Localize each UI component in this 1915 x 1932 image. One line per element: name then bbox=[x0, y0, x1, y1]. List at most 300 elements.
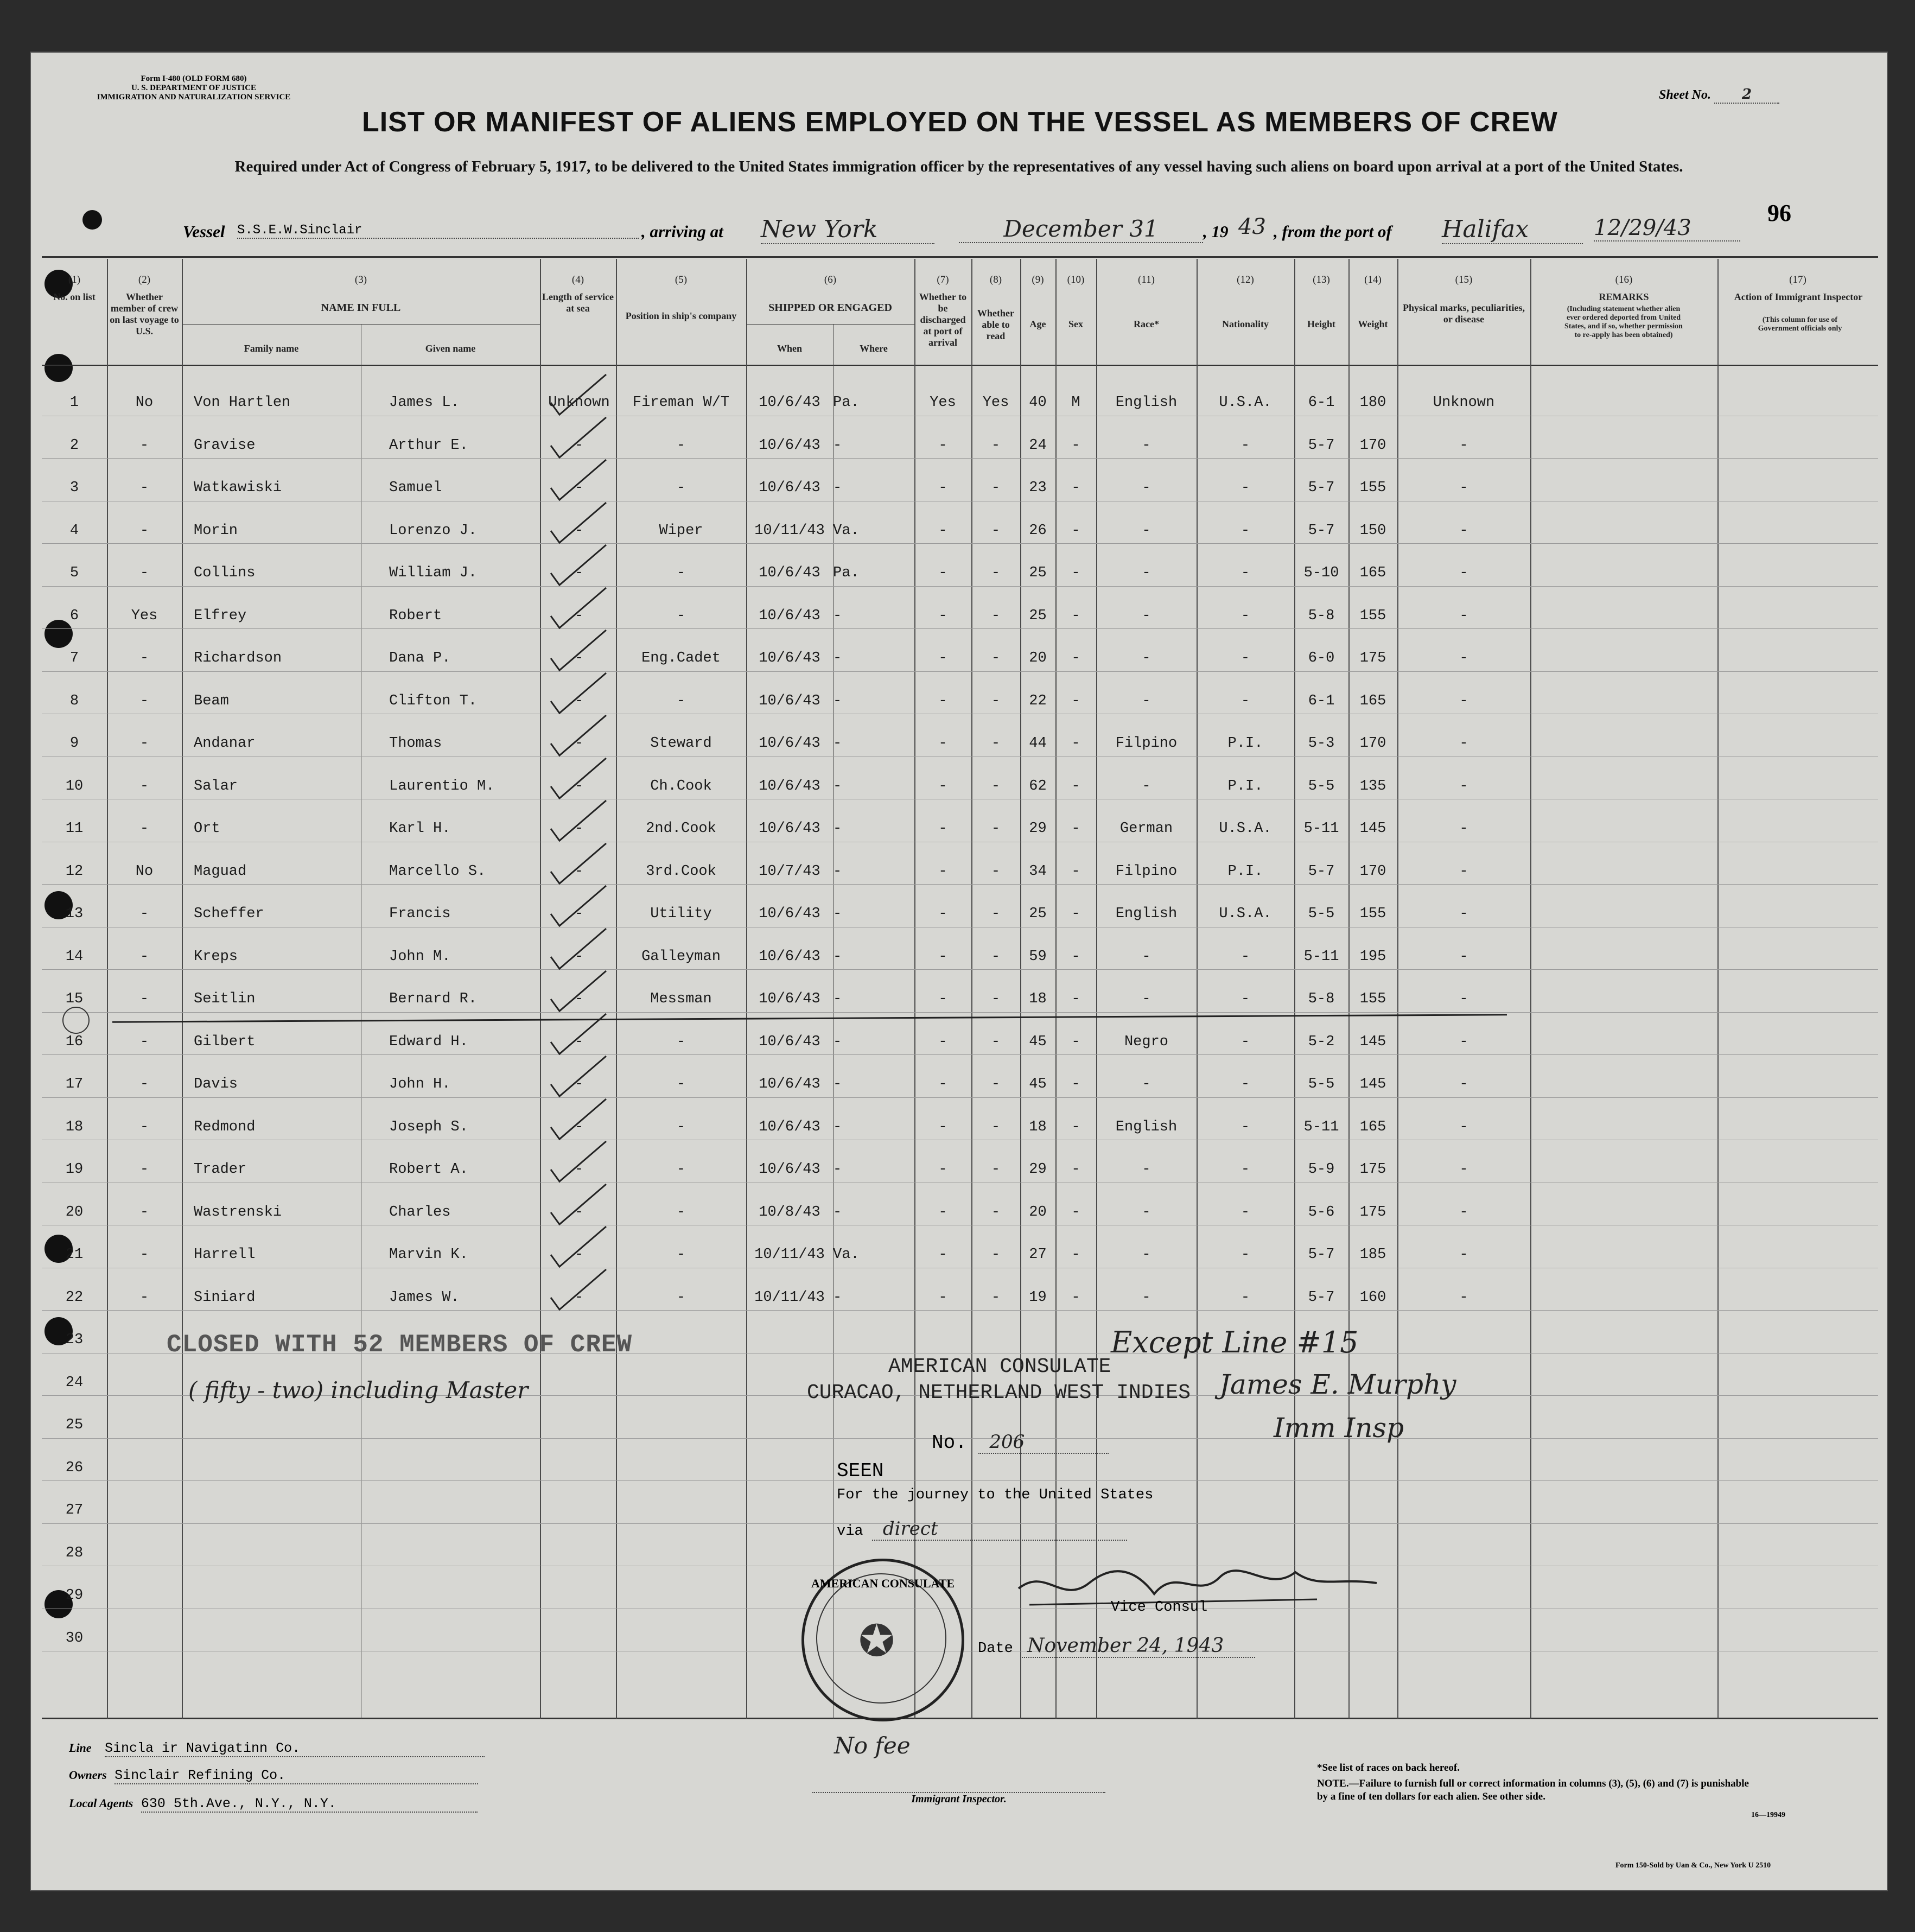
cell-sex: - bbox=[1071, 735, 1080, 752]
cell-nat: - bbox=[1240, 1033, 1250, 1050]
cell-family: Gilbert bbox=[194, 1033, 256, 1050]
cell-read: - bbox=[991, 1204, 1001, 1221]
cell-marks: - bbox=[1459, 735, 1468, 752]
action-note: (This column for use of Government officials only bbox=[1758, 316, 1842, 333]
cell-sex: - bbox=[1071, 821, 1080, 837]
checkmark-icon bbox=[546, 711, 612, 760]
cell-prev: Yes bbox=[131, 607, 158, 624]
cell-marks: - bbox=[1459, 778, 1468, 795]
immigrant-inspector-label: Immigrant Inspector. bbox=[812, 1792, 1105, 1806]
cell-race: German bbox=[1119, 821, 1173, 837]
cell-race: - bbox=[1142, 1247, 1151, 1263]
cell-weight: 135 bbox=[1359, 778, 1386, 795]
remarks-note: (Including statement whether alien ever ordered deported from United States, and if so, whether permission to re-apply has been obtained) bbox=[1564, 305, 1683, 339]
cell-weight: 165 bbox=[1359, 565, 1386, 581]
col-header-shipped: SHIPPED OR ENGAGED bbox=[768, 302, 892, 314]
cell-disch: - bbox=[938, 821, 947, 837]
cell-given: Arthur E. bbox=[389, 437, 468, 454]
cell-nat: - bbox=[1240, 1289, 1250, 1306]
cell-no: 16 bbox=[65, 1033, 84, 1050]
cell-no: 11 bbox=[65, 821, 84, 837]
cell-when: 10/6/43 bbox=[759, 692, 820, 709]
cell-marks: - bbox=[1459, 1118, 1468, 1135]
cell-weight: 195 bbox=[1359, 948, 1386, 965]
cell-disch: - bbox=[938, 863, 947, 880]
cell-height: 6-1 bbox=[1308, 692, 1335, 709]
cell-height: 6-0 bbox=[1308, 650, 1335, 666]
binder-hole bbox=[82, 210, 102, 230]
cell-age: 40 bbox=[1029, 395, 1047, 411]
cell-sex: - bbox=[1071, 1076, 1080, 1092]
cell-position: - bbox=[676, 1033, 686, 1050]
col-number: (15) bbox=[1455, 274, 1473, 285]
cell-nat: - bbox=[1240, 522, 1250, 539]
col-number: (11) bbox=[1138, 274, 1155, 285]
via-block bbox=[837, 1518, 1127, 1541]
cell-family: Kreps bbox=[194, 948, 238, 965]
cell-no: 8 bbox=[69, 692, 79, 709]
cell-given: Charles bbox=[389, 1204, 451, 1221]
col-number: (8) bbox=[989, 274, 1002, 285]
cell-age: 20 bbox=[1029, 1204, 1047, 1221]
cell-height: 5-7 bbox=[1308, 480, 1335, 496]
cell-family: Harrell bbox=[194, 1247, 256, 1263]
subheader-given-name: Given name bbox=[425, 343, 476, 354]
cell-disch: - bbox=[938, 522, 947, 539]
col-number: (7) bbox=[937, 274, 949, 285]
col-number: (2) bbox=[138, 274, 151, 285]
cell-read: - bbox=[991, 1289, 1001, 1306]
sheet-label: Sheet No. bbox=[1659, 88, 1711, 102]
cell-race: - bbox=[1142, 607, 1151, 624]
cell-weight: 145 bbox=[1359, 1033, 1386, 1050]
no-fee-note: No fee bbox=[834, 1732, 911, 1759]
cell-read: - bbox=[991, 607, 1001, 624]
cell-sex: - bbox=[1071, 565, 1080, 581]
line-15-circle bbox=[62, 1007, 90, 1034]
name-subrule bbox=[182, 324, 540, 325]
col-rule bbox=[1294, 259, 1295, 1719]
row-rule bbox=[42, 586, 1878, 587]
cell-position: - bbox=[676, 437, 686, 454]
col-number: (5) bbox=[675, 274, 688, 285]
cell-family: Ort bbox=[194, 821, 220, 837]
cell-race: - bbox=[1142, 1204, 1151, 1221]
cell-nat: - bbox=[1240, 1118, 1250, 1135]
cell-no: 30 bbox=[65, 1630, 84, 1647]
cell-position: Utility bbox=[650, 906, 712, 922]
col-rule bbox=[1348, 259, 1350, 1719]
col-number: (17) bbox=[1789, 274, 1806, 285]
via-value: direct bbox=[872, 1518, 1127, 1541]
cell-where: Pa. bbox=[833, 565, 860, 581]
subheader-where: Where bbox=[860, 343, 888, 354]
cell-where: - bbox=[833, 1204, 842, 1221]
cell-given: Bernard R. bbox=[389, 991, 478, 1007]
cell-weight: 185 bbox=[1359, 1247, 1386, 1263]
cell-weight: 180 bbox=[1359, 395, 1386, 411]
cell-where: - bbox=[833, 1033, 842, 1050]
cell-disch: - bbox=[938, 607, 947, 624]
col-header-sex: Sex bbox=[1068, 319, 1083, 329]
cell-sex: - bbox=[1071, 906, 1080, 922]
row-rule bbox=[42, 884, 1878, 885]
cell-disch: - bbox=[938, 1161, 947, 1178]
binder-hole bbox=[44, 620, 73, 648]
cell-service: - bbox=[574, 991, 584, 1007]
cell-nat: - bbox=[1240, 565, 1250, 581]
cell-prev: - bbox=[139, 437, 149, 454]
cell-where: - bbox=[833, 650, 842, 666]
cell-when: 10/6/43 bbox=[759, 437, 820, 454]
cell-where: - bbox=[833, 607, 842, 624]
cell-when: 10/6/43 bbox=[759, 1161, 820, 1178]
cell-service: - bbox=[574, 778, 584, 795]
cell-where: Va. bbox=[833, 1247, 860, 1263]
cell-marks: - bbox=[1459, 522, 1468, 539]
cell-service: - bbox=[574, 480, 584, 496]
line-15-strikethrough bbox=[112, 1014, 1507, 1022]
journey-label: For the journey to the United States bbox=[837, 1487, 1154, 1503]
cell-age: 26 bbox=[1029, 522, 1047, 539]
cell-marks: - bbox=[1459, 437, 1468, 454]
cell-given: Joseph S. bbox=[389, 1118, 468, 1135]
col-rule bbox=[1397, 259, 1398, 1719]
cell-service: - bbox=[574, 1076, 584, 1092]
cell-when: 10/6/43 bbox=[759, 906, 820, 922]
cell-no: 18 bbox=[65, 1118, 84, 1135]
cell-sex: - bbox=[1071, 1247, 1080, 1263]
col-number: (1) bbox=[68, 274, 81, 285]
cell-where: - bbox=[833, 1118, 842, 1135]
cell-no: 23 bbox=[65, 1332, 84, 1348]
cell-weight: 155 bbox=[1359, 906, 1386, 922]
cell-read: - bbox=[991, 821, 1001, 837]
cell-sex: - bbox=[1071, 650, 1080, 666]
vessel-label: Vessel bbox=[183, 222, 225, 241]
col-rule bbox=[107, 259, 108, 1719]
cell-prev: - bbox=[139, 735, 149, 752]
checkmark-icon bbox=[546, 754, 612, 803]
via-label: via bbox=[837, 1523, 863, 1540]
cell-marks: - bbox=[1459, 821, 1468, 837]
cell-marks: - bbox=[1459, 1247, 1468, 1263]
cell-weight: 145 bbox=[1359, 821, 1386, 837]
col-header-no: No. on list bbox=[53, 291, 96, 302]
cell-disch: - bbox=[938, 565, 947, 581]
cell-given: James W. bbox=[389, 1289, 460, 1306]
cell-nat: - bbox=[1240, 607, 1250, 624]
cell-no: 25 bbox=[65, 1417, 84, 1433]
checkmark-icon bbox=[546, 839, 612, 888]
cell-no: 14 bbox=[65, 948, 84, 965]
cell-age: 29 bbox=[1029, 821, 1047, 837]
cell-given: Robert bbox=[389, 607, 442, 624]
footer-printer: Form 150-Sold by Uan & Co., New York U 2510 bbox=[1615, 1861, 1771, 1870]
cell-position: Messman bbox=[650, 991, 712, 1007]
col-header-discharged: Whether to be discharged at port of arrival bbox=[919, 291, 967, 348]
col-number: (3) bbox=[354, 274, 367, 285]
footer-agents-label: Local Agents bbox=[69, 1796, 133, 1810]
footer-owners-label: Owners bbox=[69, 1768, 107, 1782]
cell-where: - bbox=[833, 821, 842, 837]
cell-age: 27 bbox=[1029, 1247, 1047, 1263]
cell-family: Morin bbox=[194, 522, 238, 539]
cell-race: English bbox=[1115, 1118, 1178, 1135]
cell-service: - bbox=[574, 735, 584, 752]
cell-service: - bbox=[574, 863, 584, 880]
row-rule bbox=[42, 458, 1878, 459]
cell-disch: - bbox=[938, 480, 947, 496]
cell-age: 45 bbox=[1029, 1076, 1047, 1092]
cell-height: 5-5 bbox=[1308, 1076, 1335, 1092]
page-title: LIST OR MANIFEST OF ALIENS EMPLOYED ON THE VESSEL AS MEMBERS OF CREW bbox=[362, 106, 1558, 138]
cell-sex: - bbox=[1071, 991, 1080, 1007]
cell-where: - bbox=[833, 948, 842, 965]
cell-read: Yes bbox=[982, 395, 1009, 411]
cell-read: - bbox=[991, 735, 1001, 752]
cell-prev: - bbox=[139, 692, 149, 709]
cell-where: - bbox=[833, 1076, 842, 1092]
footer-owners-value: Sinclair Refining Co. bbox=[114, 1768, 478, 1784]
cell-family: Richardson bbox=[194, 650, 282, 666]
cell-when: 10/6/43 bbox=[759, 735, 820, 752]
cell-sex: - bbox=[1071, 1204, 1080, 1221]
cell-nat: - bbox=[1240, 991, 1250, 1007]
consulate-seal bbox=[801, 1559, 964, 1721]
cell-read: - bbox=[991, 437, 1001, 454]
cell-height: 5-5 bbox=[1308, 778, 1335, 795]
cell-given: Thomas bbox=[389, 735, 442, 752]
cell-family: Seitlin bbox=[194, 991, 256, 1007]
cell-service: Unknown bbox=[548, 395, 610, 411]
cell-nat: P.I. bbox=[1227, 863, 1263, 880]
cell-nat: - bbox=[1240, 437, 1250, 454]
cell-sex: - bbox=[1071, 778, 1080, 795]
checkmark-icon bbox=[546, 1265, 612, 1314]
table-header-rule bbox=[42, 365, 1878, 366]
cell-no: 2 bbox=[69, 437, 79, 454]
col-rule bbox=[1197, 259, 1198, 1719]
cell-sex: - bbox=[1071, 480, 1080, 496]
cell-when: 10/6/43 bbox=[759, 395, 820, 411]
consulate-date-value: November 24, 1943 bbox=[1022, 1635, 1255, 1658]
cell-prev: - bbox=[139, 778, 149, 795]
row-rule bbox=[42, 1054, 1878, 1055]
cell-where: - bbox=[833, 480, 842, 496]
cell-height: 5-3 bbox=[1308, 735, 1335, 752]
cell-where: - bbox=[833, 991, 842, 1007]
cell-read: - bbox=[991, 565, 1001, 581]
cell-service: - bbox=[574, 437, 584, 454]
cell-race: - bbox=[1142, 948, 1151, 965]
col-header-previous-voyage: Whether member of crew on last voyage to U.S. bbox=[110, 291, 179, 336]
cell-sex: - bbox=[1071, 692, 1080, 709]
cell-nat: U.S.A. bbox=[1219, 906, 1272, 922]
from-date: 12/29/43 bbox=[1594, 215, 1740, 242]
cell-weight: 165 bbox=[1359, 1118, 1386, 1135]
cell-nat: P.I. bbox=[1227, 778, 1263, 795]
col-header-height: Height bbox=[1307, 319, 1335, 329]
checkmark-icon bbox=[546, 881, 612, 930]
cell-prev: - bbox=[139, 1247, 149, 1263]
cell-position: Galleyman bbox=[641, 948, 721, 965]
cell-family: Elfrey bbox=[194, 607, 247, 624]
col-rule bbox=[1530, 259, 1531, 1719]
footer-note-races: *See list of races on back hereof. bbox=[1317, 1762, 1460, 1774]
cell-nat: U.S.A. bbox=[1219, 395, 1272, 411]
col-number: (14) bbox=[1364, 274, 1382, 285]
checkmark-icon bbox=[546, 967, 612, 1015]
cell-nat: - bbox=[1240, 480, 1250, 496]
col-header-nationality: Nationality bbox=[1221, 319, 1269, 329]
cell-race: - bbox=[1142, 522, 1151, 539]
cell-prev: No bbox=[135, 863, 154, 880]
seal-text: AMERICAN CONSULATE bbox=[811, 1577, 955, 1590]
cell-family: Davis bbox=[194, 1076, 238, 1092]
cell-race: - bbox=[1142, 1289, 1151, 1306]
consulate-date-label: Date bbox=[978, 1641, 1013, 1657]
row-rule bbox=[42, 543, 1878, 544]
row-rule bbox=[42, 969, 1878, 970]
cell-family: Scheffer bbox=[194, 906, 264, 922]
cell-given: Marvin K. bbox=[389, 1247, 468, 1263]
cell-family: Watkawiski bbox=[194, 480, 282, 496]
cell-height: 5-7 bbox=[1308, 1247, 1335, 1263]
cell-race: - bbox=[1142, 692, 1151, 709]
cell-race: - bbox=[1142, 565, 1151, 581]
cell-nat: - bbox=[1240, 1076, 1250, 1092]
cell-family: Beam bbox=[194, 692, 229, 709]
cell-service: - bbox=[574, 948, 584, 965]
cell-sex: - bbox=[1071, 948, 1080, 965]
cell-given: William J. bbox=[389, 565, 478, 581]
year-prefix: , 19 bbox=[1203, 222, 1229, 241]
cell-where: - bbox=[833, 692, 842, 709]
cell-position: - bbox=[676, 565, 686, 581]
cell-prev: - bbox=[139, 948, 149, 965]
cell-weight: 175 bbox=[1359, 650, 1386, 666]
cell-position: Fireman W/T bbox=[632, 395, 730, 411]
cell-age: 18 bbox=[1029, 991, 1047, 1007]
cell-nat: - bbox=[1240, 692, 1250, 709]
cell-sex: - bbox=[1071, 1161, 1080, 1178]
cell-marks: - bbox=[1459, 480, 1468, 496]
cell-when: 10/8/43 bbox=[759, 1204, 820, 1221]
cell-height: 5-10 bbox=[1303, 565, 1339, 581]
cell-race: Filpino bbox=[1115, 863, 1178, 880]
cell-read: - bbox=[991, 1033, 1001, 1050]
cell-height: 5-11 bbox=[1303, 1118, 1339, 1135]
cell-age: 24 bbox=[1029, 437, 1047, 454]
cell-position: Wiper bbox=[659, 522, 703, 539]
cell-height: 5-7 bbox=[1308, 1289, 1335, 1306]
cell-no: 28 bbox=[65, 1545, 84, 1561]
cell-no: 4 bbox=[69, 522, 79, 539]
cell-race: - bbox=[1142, 991, 1151, 1007]
cell-when: 10/6/43 bbox=[759, 778, 820, 795]
cell-nat: - bbox=[1240, 948, 1250, 965]
cell-family: Von Hartlen bbox=[194, 395, 291, 411]
arrival-year: 43 bbox=[1238, 214, 1266, 239]
cell-no: 3 bbox=[69, 480, 79, 496]
closed-stamp: CLOSED WITH 52 MEMBERS OF CREW bbox=[167, 1331, 633, 1359]
footer-line-value: Sincla ir Navigatinn Co. bbox=[105, 1740, 485, 1757]
cell-marks: - bbox=[1459, 565, 1468, 581]
cell-position: - bbox=[676, 1161, 686, 1178]
col-number: (9) bbox=[1032, 274, 1044, 285]
cell-nat: - bbox=[1240, 1161, 1250, 1178]
footer-note-fine: NOTE.—Failure to furnish full or correct information in columns (3), (5), (6) and (7) is punishable by a fine of ten dollars for each alien. See other side. bbox=[1317, 1778, 1749, 1802]
cell-age: 45 bbox=[1029, 1033, 1047, 1050]
cell-no: 5 bbox=[69, 565, 79, 581]
cell-disch: - bbox=[938, 735, 947, 752]
cell-nat: - bbox=[1240, 1247, 1250, 1263]
cell-race: - bbox=[1142, 778, 1151, 795]
cell-sex: - bbox=[1071, 522, 1080, 539]
cell-disch: - bbox=[938, 948, 947, 965]
cell-read: - bbox=[991, 650, 1001, 666]
vessel-name: S.S.E.W.Sinclair bbox=[237, 223, 639, 239]
cell-no: 24 bbox=[65, 1374, 84, 1391]
cell-disch: - bbox=[938, 1076, 947, 1092]
checkmark-icon bbox=[546, 455, 612, 504]
consulate-line1: AMERICAN CONSULATE bbox=[888, 1355, 1111, 1378]
cell-no: 19 bbox=[65, 1161, 84, 1178]
cell-age: 25 bbox=[1029, 565, 1047, 581]
cell-race: - bbox=[1142, 480, 1151, 496]
sheet-number: 2 bbox=[1714, 86, 1779, 104]
cell-race: English bbox=[1115, 906, 1178, 922]
cell-marks: - bbox=[1459, 906, 1468, 922]
cell-prev: - bbox=[139, 650, 149, 666]
cell-read: - bbox=[991, 863, 1001, 880]
consulate-no-label: No. bbox=[932, 1432, 967, 1454]
cell-family: Wastrenski bbox=[194, 1204, 282, 1221]
row-rule bbox=[42, 1480, 1878, 1481]
cell-given: John M. bbox=[389, 948, 451, 965]
cell-service: - bbox=[574, 692, 584, 709]
footer-code: 16—19949 bbox=[1751, 1811, 1785, 1819]
cell-given: Francis bbox=[389, 906, 451, 922]
col-header-name: NAME IN FULL bbox=[321, 302, 401, 314]
cell-marks: - bbox=[1459, 692, 1468, 709]
cell-when: 10/6/43 bbox=[759, 991, 820, 1007]
cell-when: 10/6/43 bbox=[759, 948, 820, 965]
cell-race: - bbox=[1142, 1161, 1151, 1178]
col-number: (10) bbox=[1067, 274, 1085, 285]
cell-service: - bbox=[574, 1289, 584, 1306]
cell-position: - bbox=[676, 1204, 686, 1221]
cell-position: 3rd.Cook bbox=[646, 863, 716, 880]
checkmark-icon bbox=[546, 583, 612, 632]
cell-disch: - bbox=[938, 1033, 947, 1050]
col-number: (13) bbox=[1313, 274, 1330, 285]
row-rule bbox=[42, 1012, 1878, 1013]
cell-weight: 170 bbox=[1359, 863, 1386, 880]
cell-race: - bbox=[1142, 437, 1151, 454]
cell-marks: - bbox=[1459, 1289, 1468, 1306]
cell-family: Gravise bbox=[194, 437, 256, 454]
cell-marks: - bbox=[1459, 650, 1468, 666]
col-header-read: Whether able to read bbox=[977, 308, 1014, 341]
cell-no: 12 bbox=[65, 863, 84, 880]
cell-prev: - bbox=[139, 1289, 149, 1306]
cell-weight: 145 bbox=[1359, 1076, 1386, 1092]
cell-no: 13 bbox=[65, 906, 84, 922]
consulate-line2: CURACAO, NETHERLAND WEST INDIES bbox=[807, 1381, 1191, 1404]
checkmark-icon bbox=[546, 541, 612, 589]
